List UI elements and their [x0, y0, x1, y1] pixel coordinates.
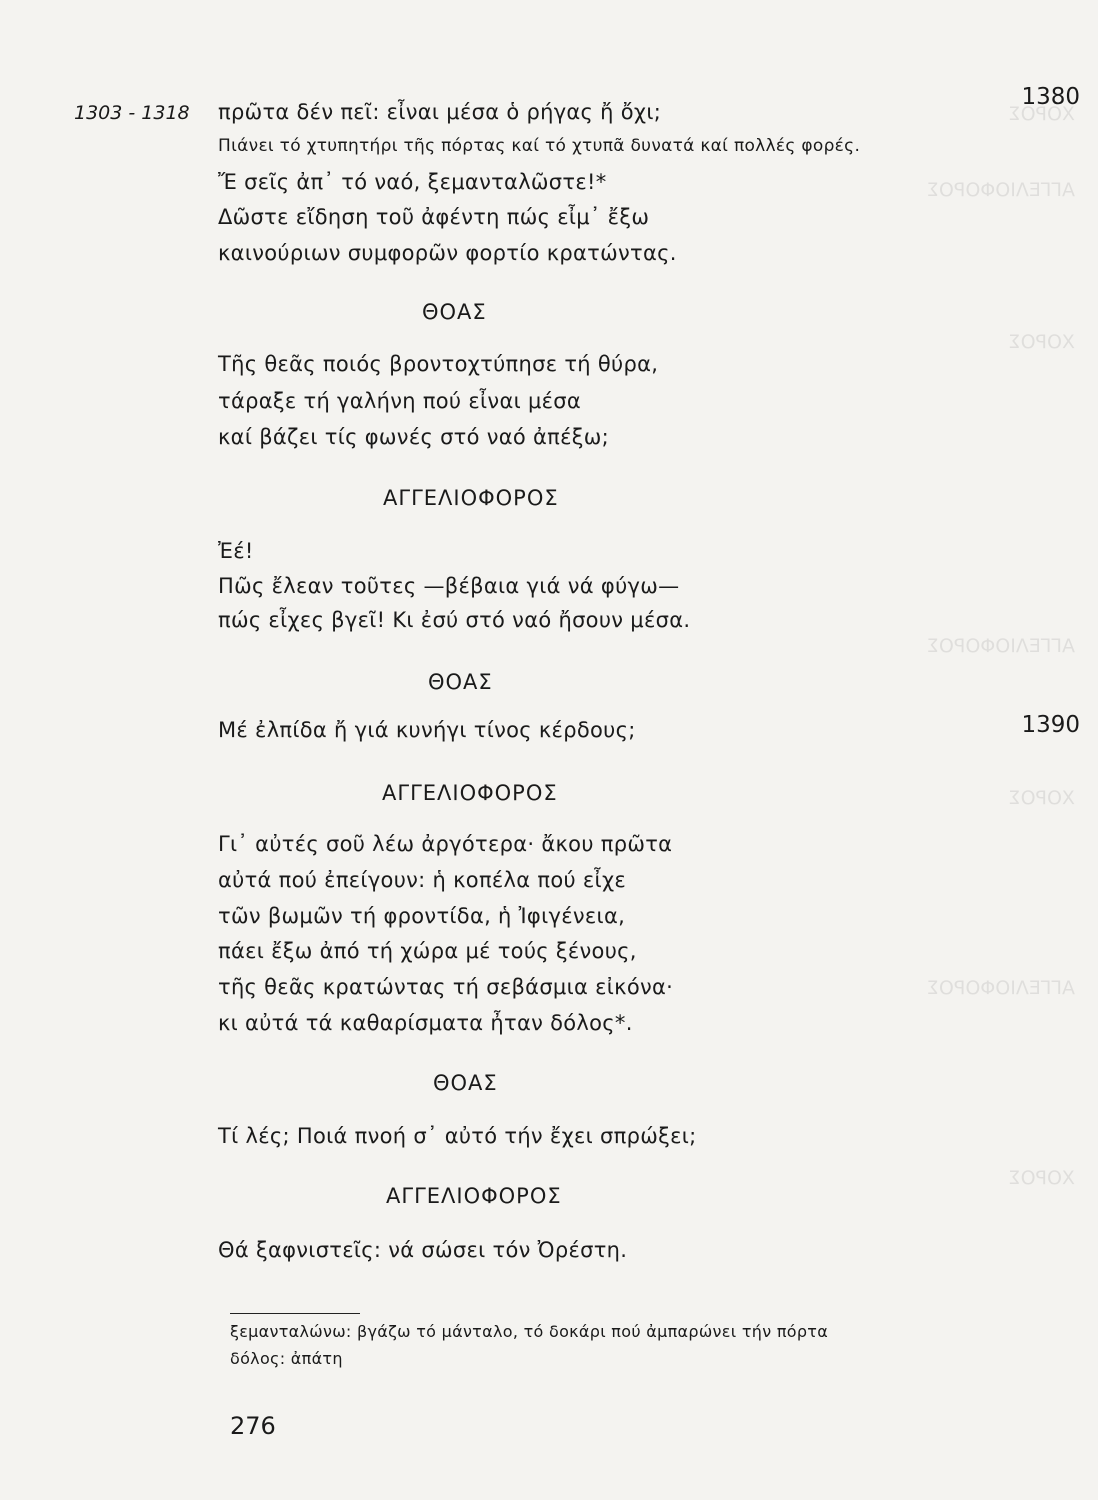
- footnote: δόλος: ἀπάτη: [230, 1349, 343, 1368]
- verse-line: καινούριων συμφορῶν φορτίο κρατώντας.: [218, 241, 677, 265]
- verse-line: Πῶς ἔλεαν τοῦτες —βέβαια γιά νά φύγω—: [218, 574, 680, 598]
- verse-line: τῆς θεᾶς κρατώντας τή σεβάσμια εἰκόνα·: [218, 975, 674, 999]
- verse-line: πρῶτα δέν πεῖ: εἶναι μέσα ὁ ρήγας ἤ ὄχι;: [218, 100, 662, 124]
- stage-direction: Πιάνει τό χτυπητήρι τῆς πόρτας καί τό χτυπᾶ δυνατά καί πολλές φορές.: [218, 136, 861, 156]
- footnote: ξεμανταλώνω: βγάζω τό μάνταλο, τό δοκάρι πού ἀμπαρώνει τήν πόρτα: [230, 1322, 829, 1341]
- speaker-thoas: ΘΟΑΣ: [433, 1071, 498, 1095]
- speaker-thoas: ΘΟΑΣ: [422, 300, 487, 324]
- verse-line: Θά ξαφνιστεῖς: νά σώσει τόν Ὀρέστη.: [218, 1238, 628, 1262]
- line-number-1380: 1380: [1021, 84, 1080, 110]
- verse-line: Ἔ σεῖς ἀπ᾽ τό ναό, ξεμανταλῶστε!*: [218, 170, 607, 194]
- verse-line: Δῶστε εἴδηση τοῦ ἀφέντη πώς εἶμ᾽ ἔξω: [218, 205, 650, 229]
- footnote-divider: [230, 1313, 360, 1314]
- verse-line: αὐτά πού ἐπείγουν: ἡ κοπέλα πού εἶχε: [218, 868, 627, 892]
- verse-line: τῶν βωμῶν τή φροντίδα, ἡ Ἰφιγένεια,: [218, 904, 626, 928]
- verse-line: Τί λές; Ποιά πνοή σ᾽ αὐτό τήν ἔχει σπρώξει;: [218, 1124, 697, 1148]
- verse-line: κι αὐτά τά καθαρίσματα ἦταν δόλος*.: [218, 1011, 633, 1035]
- speaker-messenger: ΑΓΓΕΛΙΟΦΟΡΟΣ: [382, 781, 558, 805]
- page-number: 276: [230, 1412, 276, 1440]
- speaker-messenger: ΑΓΓΕΛΙΟΦΟΡΟΣ: [386, 1184, 562, 1208]
- show-through-background: ΧΟΡΟΣ ΑΓΓΕΛΙΟΦΟΡΟΣ ΧΟΡΟΣ ΑΓΓΕΛΙΟΦΟΡΟΣ ΧΟΡΟΣ ΑΓΓΕΛΙΟΦΟΡΟΣ ΧΟΡΟΣ: [926, 103, 1075, 1189]
- verse-line: πώς εἶχες βγεῖ! Κι ἐσύ στό ναό ἤσουν μέσα.: [218, 608, 691, 632]
- line-number-1390: 1390: [1021, 712, 1080, 738]
- speaker-messenger: ΑΓΓΕΛΙΟΦΟΡΟΣ: [383, 486, 559, 510]
- verse-line: Τῆς θεᾶς ποιός βροντοχτύπησε τή θύρα,: [218, 352, 659, 376]
- verse-line: Ἐέ!: [218, 539, 254, 563]
- verse-line: Μέ ἐλπίδα ἤ γιά κυνήγι τίνος κέρδους;: [218, 718, 636, 742]
- verse-line: Γι᾽ αὐτές σοῦ λέω ἀργότερα· ἄκου πρῶτα: [218, 832, 673, 856]
- speaker-thoas: ΘΟΑΣ: [428, 670, 493, 694]
- verse-line: πάει ἔξω ἀπό τή χώρα μέ τούς ξένους,: [218, 939, 637, 963]
- verse-line: τάραξε τή γαλήνη πού εἶναι μέσα: [218, 389, 582, 413]
- verse-line: καί βάζει τίς φωνές στό ναό ἀπέξω;: [218, 425, 610, 449]
- line-reference: 1303 - 1318: [74, 102, 190, 124]
